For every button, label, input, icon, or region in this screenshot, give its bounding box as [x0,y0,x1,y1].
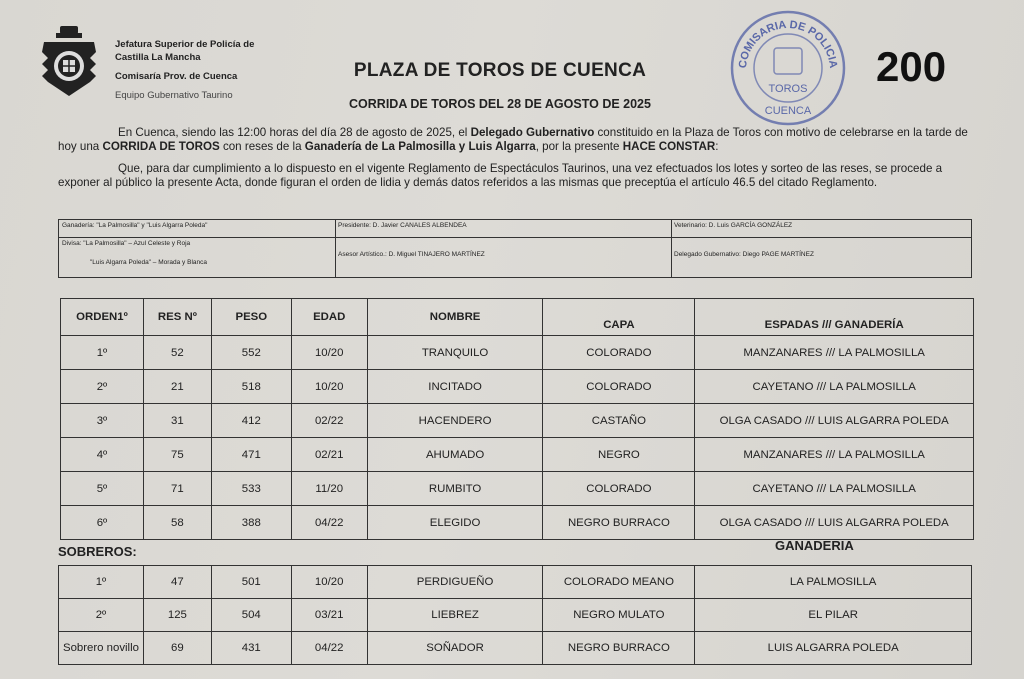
cell: 4º [61,438,144,472]
cell: 52 [143,336,211,370]
cell: 71 [143,472,211,506]
table-row [61,506,974,540]
document-subtitle: CORRIDA DE TOROS DEL 28 DE AGOSTO DE 2025 [349,97,651,111]
cell: 504 [211,599,291,632]
cell: 02/22 [291,404,367,438]
cell: 388 [211,506,291,540]
table-row [59,632,972,665]
cell: 03/21 [291,599,367,632]
info-divisa-1: Divisa: "La Palmosilla" – Azul Celeste y Roja [62,240,191,247]
cell: NEGRO [543,438,695,472]
cell: 1º [61,336,144,370]
table-row [61,370,974,404]
table-row [59,566,972,599]
cell: 69 [143,632,211,665]
col-header: CAPA [543,299,695,336]
cell: MANZANARES /// LA PALMOSILLA [695,438,974,472]
cell: 75 [143,438,211,472]
event-info-box [58,219,972,278]
col-header: NOMBRE [367,299,543,336]
cell: AHUMADO [367,438,543,472]
cell: OLGA CASADO /// LUIS ALGARRA POLEDA [695,404,974,438]
col-header: PESO [211,299,291,336]
cell: HACENDERO [367,404,543,438]
cell: 10/20 [291,370,367,404]
info-divisa-2: "Luis Algarra Poleda" – Morada y Blanca [90,259,207,266]
cell: 10/20 [291,566,367,599]
cell: COLORADO [543,336,695,370]
ganaderia-label: GANADERIA [775,538,854,553]
col-header: EDAD [291,299,367,336]
cell: LIEBREZ [367,599,543,632]
cell: OLGA CASADO /// LUIS ALGARRA POLEDA [695,506,974,540]
cell: 125 [143,599,211,632]
cell: COLORADO MEANO [543,566,695,599]
info-delegado: Delegado Gubernativo: Diego PAGE MARTÍNEZ [674,251,814,258]
cell: SOÑADOR [367,632,543,665]
cell: TRANQUILO [367,336,543,370]
cell: LUIS ALGARRA POLEDA [695,632,972,665]
cell: 431 [211,632,291,665]
cell: 04/22 [291,506,367,540]
cell: Sobrero novillo [59,632,144,665]
info-veterinario: Veterinario: D. Luis GARCÍA GONZÁLEZ [674,222,793,229]
sobreros-table [58,565,972,665]
cell: INCITADO [367,370,543,404]
intro-paragraph-2: Que, para dar cumplimiento a lo dispuesto en el vigente Reglamento de Espectáculos Taurinos, una vez efectuados los lotes y sorteo de las reses, se procede a exponer al público la presente Acta, donde figuran el orden de lidia y demás datos referidos a las mismas que preceptúa el artículo 46.5 del citado Reglamento. [58,162,943,189]
cell: CAYETANO /// LA PALMOSILLA [695,472,974,506]
cell: 31 [143,404,211,438]
table-row [61,438,974,472]
cell: EL PILAR [695,599,972,632]
cell: 2º [61,370,144,404]
main-bulls-table [60,298,974,540]
cell: ELEGIDO [367,506,543,540]
org-line-1: Jefatura Superior de Policía de [115,39,255,50]
org-line-2: Castilla La Mancha [115,52,201,63]
cell: NEGRO BURRACO [543,506,695,540]
col-header: RES Nº [143,299,211,336]
cell: 11/20 [291,472,367,506]
table-row [59,599,972,632]
cell: RUMBITO [367,472,543,506]
cell: PERDIGUEÑO [367,566,543,599]
logo-200-text: 200 [876,44,947,88]
cell: CASTAÑO [543,404,695,438]
cell: 533 [211,472,291,506]
cell: 47 [143,566,211,599]
cell: NEGRO MULATO [543,599,695,632]
org-line-3: Comisaría Prov. de Cuenca [115,71,238,82]
cell: COLORADO [543,472,695,506]
cell: 04/22 [291,632,367,665]
cell: 518 [211,370,291,404]
stamp-top-text: COMISARIA DE POLICIA [736,18,840,69]
cell: 2º [59,599,144,632]
info-presidente: Presidente: D. Javier CANALES ALBENDEA [338,222,467,229]
cell: 1º [59,566,144,599]
cell: NEGRO BURRACO [543,632,695,665]
sobreros-label: SOBREROS: [58,544,137,559]
stamp-mid-text: TOROS [768,83,808,95]
cell: 6º [61,506,144,540]
table-row [61,336,974,370]
cell: LA PALMOSILLA [695,566,972,599]
cell: MANZANARES /// LA PALMOSILLA [695,336,974,370]
cell: 58 [143,506,211,540]
intro-paragraph-1: En Cuenca, siendo las 12:00 horas del día 28 de agosto de 2025, el Delegado Gubernativo constituido en la Plaza de Toros con motivo de celebrarse en la tarde de hoy una CORRIDA DE TOROS con reses de la Ganadería de La Palmosilla y Luis Algarra, por la presente HACE CONSTAR: [58,126,968,153]
police-stamp [728,8,846,126]
org-line-4: Equipo Gubernativo Taurino [115,90,233,101]
table-row [61,472,974,506]
stamp-bottom-text: CUENCA [764,105,812,117]
document-title: PLAZA DE TOROS DE CUENCA [353,60,647,81]
table-row [61,404,974,438]
cell: 02/21 [291,438,367,472]
cell: CAYETANO /// LA PALMOSILLA [695,370,974,404]
cell: 552 [211,336,291,370]
info-ganaderia: Ganadería: "La Palmosilla" y "Luis Algarra Poleda" [62,222,208,229]
cell: 471 [211,438,291,472]
cell: 21 [143,370,211,404]
info-asesor: Asesor Artístico.: D. Miguel TINAJERO MARTÍNEZ [338,251,485,258]
anniversary-200-logo [876,44,984,88]
cell: 3º [61,404,144,438]
col-header: ESPADAS /// GANADERÍA [695,299,974,336]
cell: COLORADO [543,370,695,404]
cell: 412 [211,404,291,438]
col-header: ORDEN1º [61,299,144,336]
cell: 501 [211,566,291,599]
cell: 10/20 [291,336,367,370]
table-header-row [61,299,974,336]
cell: 5º [61,472,144,506]
